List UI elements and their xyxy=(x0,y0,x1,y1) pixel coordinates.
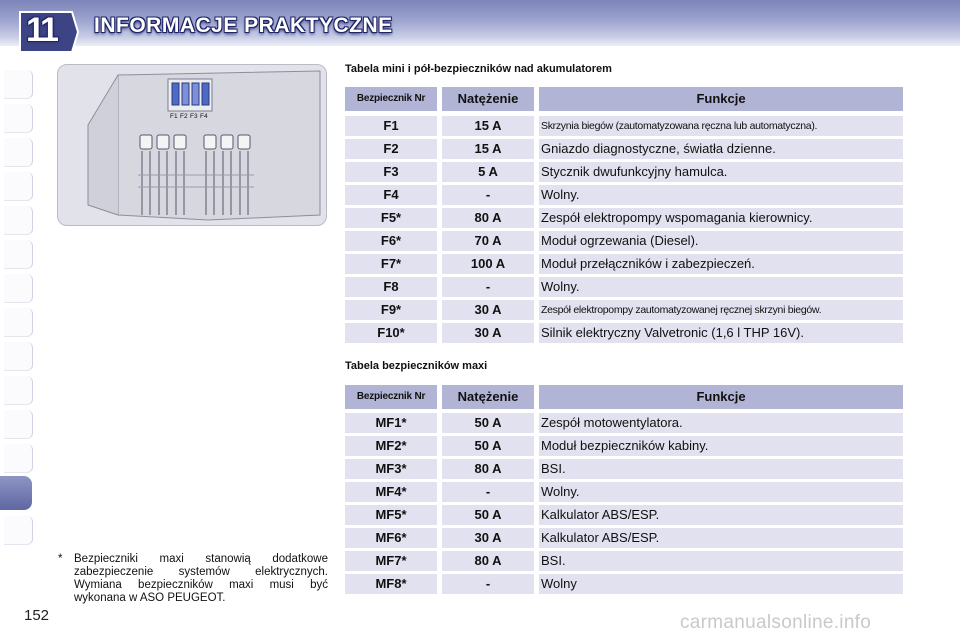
fuse-amp: 50 A xyxy=(442,436,534,456)
fuse-amp: 15 A xyxy=(442,139,534,159)
table-row xyxy=(345,254,905,274)
fuse-func: Kalkulator ABS/ESP. xyxy=(539,528,903,548)
col-header-amp: Natężenie xyxy=(442,385,534,409)
footnote xyxy=(58,553,328,605)
table-row xyxy=(345,185,905,205)
footnote-marker: * xyxy=(58,553,63,565)
fuse-label-f2: F2 xyxy=(180,113,188,120)
fuse-func: Moduł ogrzewania (Diesel). xyxy=(539,231,903,251)
chapter-tab[interactable] xyxy=(4,240,33,269)
chapter-tabs xyxy=(0,60,34,580)
fuse-amp: 80 A xyxy=(442,459,534,479)
chapter-tab[interactable] xyxy=(4,376,33,405)
fuse-nr: F2 xyxy=(345,139,437,159)
fuse-func: Wolny. xyxy=(539,277,903,297)
table-row xyxy=(345,277,905,297)
fuse-f4 xyxy=(202,83,209,105)
table-row xyxy=(345,231,905,251)
chapter-tab[interactable] xyxy=(4,206,33,235)
fuse-nr: MF4* xyxy=(345,482,437,502)
fuse-box-figure xyxy=(57,64,327,226)
table-row xyxy=(345,413,905,433)
fuse-amp: 100 A xyxy=(442,254,534,274)
fuse-nr: MF3* xyxy=(345,459,437,479)
footnote-text: Bezpieczniki maxi stanowią dodatkowe zabezpieczenie systemów elektrycznych. Wymiana bezpieczników maxi musi być wykonana w ASO PEUGEOT. xyxy=(74,553,328,604)
table-row xyxy=(345,436,905,456)
fuse-amp: 70 A xyxy=(442,231,534,251)
fuse-nr: F7* xyxy=(345,254,437,274)
chapter-tab[interactable] xyxy=(4,104,33,133)
table-row xyxy=(345,162,905,182)
col-header-func: Funkcje xyxy=(539,87,903,111)
fuse-nr: MF5* xyxy=(345,505,437,525)
fuse-func: Zespół elektropompy zautomatyzowanej ręcznej skrzyni biegów. xyxy=(539,300,903,320)
maxi-table-title: Tabela bezpieczników maxi xyxy=(345,360,488,372)
mini-table-header xyxy=(345,87,905,111)
table-row xyxy=(345,574,905,594)
fuse-func: Skrzynia biegów (zautomatyzowana ręczna lub automatyczna). xyxy=(539,116,903,136)
fuse-func: Silnik elektryczny Valvetronic (1,6 l THP 16V). xyxy=(539,323,903,343)
fuse-amp: 30 A xyxy=(442,323,534,343)
table-row xyxy=(345,323,905,343)
fuse-label-f3: F3 xyxy=(190,113,198,120)
fuse-amp: 50 A xyxy=(442,413,534,433)
chapter-number: 11 xyxy=(26,11,56,49)
table-row xyxy=(345,528,905,548)
col-header-func: Funkcje xyxy=(539,385,903,409)
fuse-nr: MF7* xyxy=(345,551,437,571)
fuse-nr: MF6* xyxy=(345,528,437,548)
fuse-func: Wolny. xyxy=(539,185,903,205)
fuse-nr: F4 xyxy=(345,185,437,205)
fuse-func: Moduł przełączników i zabezpieczeń. xyxy=(539,254,903,274)
fuse-amp: 50 A xyxy=(442,505,534,525)
fuse-amp: - xyxy=(442,277,534,297)
chapter-tab-active[interactable] xyxy=(0,476,32,510)
fuse-nr: MF2* xyxy=(345,436,437,456)
fuse-amp: 80 A xyxy=(442,551,534,571)
fuse-nr: F6* xyxy=(345,231,437,251)
fuse-func: Kalkulator ABS/ESP. xyxy=(539,505,903,525)
col-header-nr: Bezpiecznik Nr xyxy=(345,87,437,111)
fuse-nr: MF1* xyxy=(345,413,437,433)
fuse-label-f4: F4 xyxy=(200,113,208,120)
chapter-tab[interactable] xyxy=(4,138,33,167)
table-row xyxy=(345,551,905,571)
watermark: carmanualsonline.info xyxy=(680,612,872,633)
mini-table-title: Tabela mini i pół-bezpieczników nad akumulatorem xyxy=(345,63,612,75)
fuse-amp: 15 A xyxy=(442,116,534,136)
fuse-label-f1: F1 xyxy=(170,113,178,120)
fuse-f1 xyxy=(172,83,179,105)
fuse-f3 xyxy=(192,83,199,105)
chapter-tab[interactable] xyxy=(4,410,33,439)
fuse-nr: F8 xyxy=(345,277,437,297)
fuse-amp: 5 A xyxy=(442,162,534,182)
fuse-func: Zespół motowentylatora. xyxy=(539,413,903,433)
fuse-nr: F10* xyxy=(345,323,437,343)
fuse-amp: - xyxy=(442,574,534,594)
fuse-func: BSI. xyxy=(539,459,903,479)
fuse-amp: 30 A xyxy=(442,528,534,548)
page-number: 152 xyxy=(24,607,50,624)
chapter-tab[interactable] xyxy=(4,308,33,337)
table-row xyxy=(345,505,905,525)
fuse-amp: 80 A xyxy=(442,208,534,228)
table-row xyxy=(345,139,905,159)
fuse-func: Wolny xyxy=(539,574,903,594)
table-row xyxy=(345,116,905,136)
fuse-f2 xyxy=(182,83,189,105)
fuse-box-drawing xyxy=(58,65,326,225)
fuse-amp: - xyxy=(442,482,534,502)
fuse-func: Wolny. xyxy=(539,482,903,502)
fuse-nr: F9* xyxy=(345,300,437,320)
chapter-tab[interactable] xyxy=(4,274,33,303)
maxi-table-header xyxy=(345,385,905,409)
table-row xyxy=(345,208,905,228)
fuse-nr: F3 xyxy=(345,162,437,182)
table-row xyxy=(345,459,905,479)
fuse-amp: - xyxy=(442,185,534,205)
fuse-amp: 30 A xyxy=(442,300,534,320)
fuse-func: Zespół elektropompy wspomagania kierownicy. xyxy=(539,208,903,228)
fuse-nr: F1 xyxy=(345,116,437,136)
chapter-tab[interactable] xyxy=(4,172,33,201)
col-header-amp: Natężenie xyxy=(442,87,534,111)
fuse-nr: MF8* xyxy=(345,574,437,594)
chapter-tab[interactable] xyxy=(4,70,33,99)
page-title: INFORMACJE PRAKTYCZNE xyxy=(94,14,393,37)
fuse-func: Stycznik dwufunkcyjny hamulca. xyxy=(539,162,903,182)
table-row xyxy=(345,482,905,502)
col-header-nr: Bezpiecznik Nr xyxy=(345,385,437,409)
chapter-tab[interactable] xyxy=(4,342,33,371)
fuse-func: Gniazdo diagnostyczne, światła dzienne. xyxy=(539,139,903,159)
table-row xyxy=(345,300,905,320)
chapter-tab[interactable] xyxy=(4,516,33,545)
fuse-func: BSI. xyxy=(539,551,903,571)
fuse-func: Moduł bezpieczników kabiny. xyxy=(539,436,903,456)
chapter-tab[interactable] xyxy=(4,444,33,473)
fuse-nr: F5* xyxy=(345,208,437,228)
